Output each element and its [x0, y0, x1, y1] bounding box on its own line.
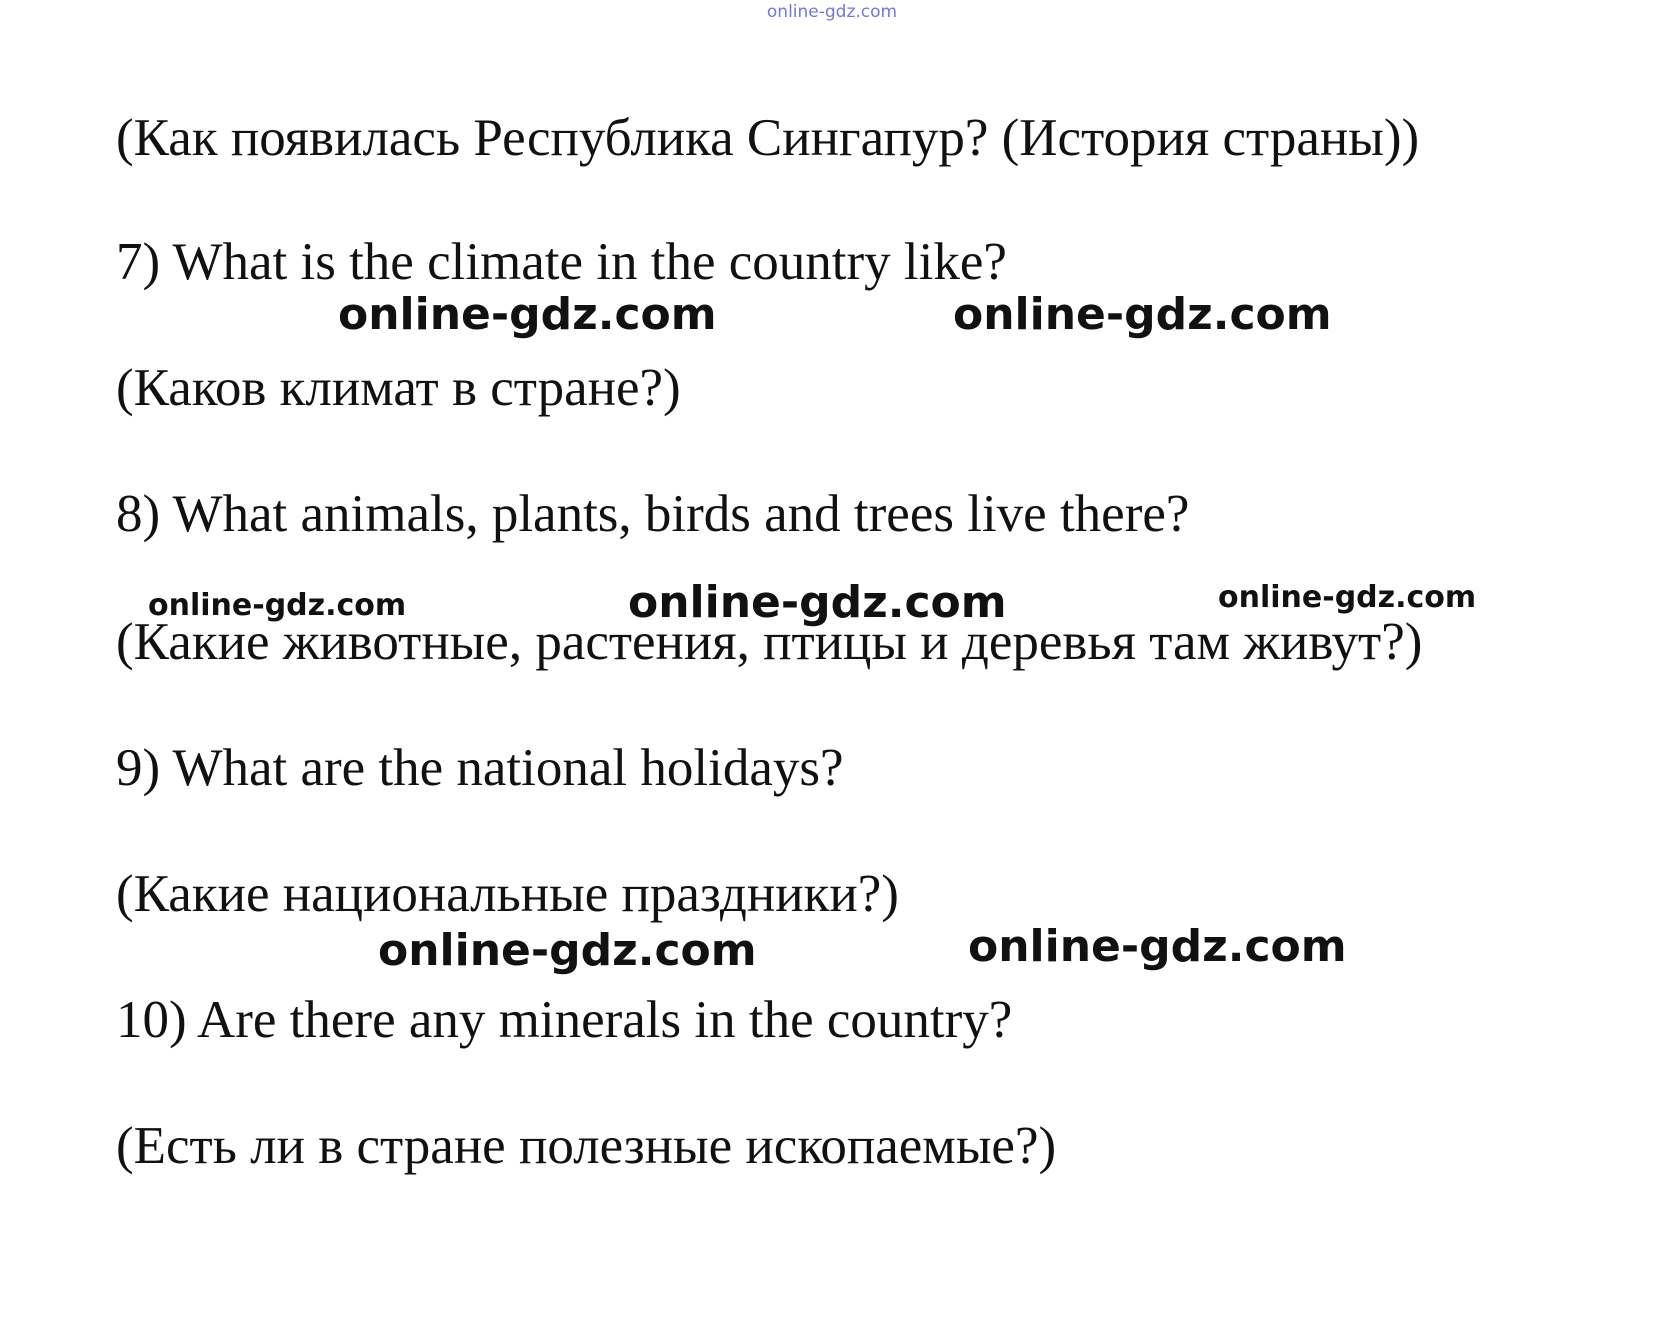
watermark: online-gdz.com: [338, 289, 717, 340]
question-8: 8) What animals, plants, birds and trees live there?: [116, 485, 1190, 543]
translation-8: (Какие животные, растения, птицы и деревья там живут?): [116, 613, 1423, 671]
watermark: online-gdz.com: [148, 588, 407, 623]
question-10: 10) Are there any minerals in the country?: [116, 991, 1013, 1049]
top-watermark: online-gdz.com: [766, 2, 898, 22]
translation-10: (Есть ли в стране полезные ископаемые?): [116, 1117, 1057, 1175]
watermark: online-gdz.com: [968, 921, 1347, 972]
translation-9: (Какие национальные праздники?): [116, 865, 899, 923]
watermark: online-gdz.com: [378, 925, 757, 976]
translation-7: (Каков климат в стране?): [116, 359, 681, 417]
question-9: 9) What are the national holidays?: [116, 739, 844, 797]
watermark: online-gdz.com: [953, 289, 1332, 340]
watermark: online-gdz.com: [628, 577, 1007, 628]
question-7: 7) What is the climate in the country like?: [116, 233, 1007, 291]
watermark: online-gdz.com: [1218, 580, 1477, 615]
text-line-singapore-history: (Как появилась Республика Сингапур? (История страны)): [116, 109, 1420, 167]
